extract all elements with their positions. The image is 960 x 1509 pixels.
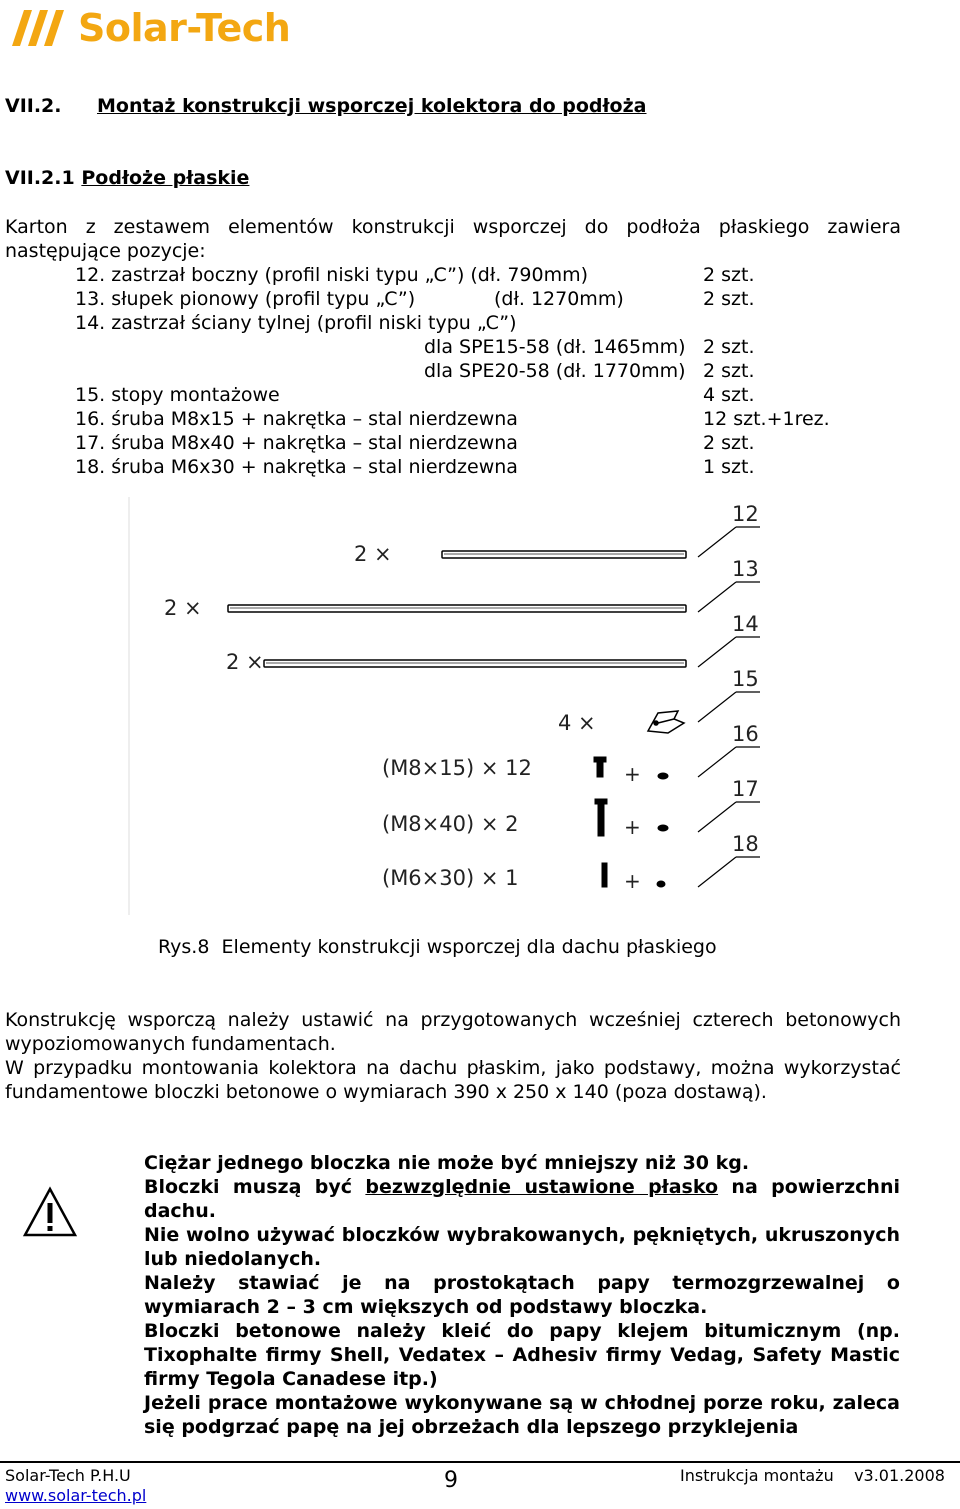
- count-label: 4 ×: [558, 711, 596, 735]
- count-label: 2 ×: [226, 650, 264, 674]
- list-item-qty: 2 szt.: [703, 336, 755, 358]
- list-item: 13. słupek pionowy (profil typu „C”): [75, 288, 416, 310]
- list-item: 15. stopy montażowe: [75, 384, 280, 406]
- list-item: 14. zastrzał ściany tylnej (profil niski typu „C”): [75, 312, 517, 334]
- footer-company: [5, 1466, 146, 1506]
- list-item: 12. zastrzał boczny (profil niski typu „C”) (dł. 790mm): [75, 264, 589, 286]
- list-item: 18. śruba M6x30 + nakrętka – stal nierdzewna: [75, 456, 518, 478]
- page-number: 9: [444, 1468, 458, 1493]
- callout-label: 15: [732, 667, 759, 691]
- subsection-title: Podłoże płaskie: [81, 167, 250, 189]
- nut-icon: [657, 881, 665, 887]
- warning-line: Nie wolno używać bloczków wybrakowanych, pękniętych, ukruszonych lub niedolanych.: [144, 1224, 900, 1270]
- logo-stripes-icon: [10, 8, 70, 48]
- section-title: Montaż konstrukcji wsporczej kolektora do podłoża: [97, 95, 647, 117]
- list-item-qty: 1 szt.: [703, 456, 755, 478]
- list-item: 16. śruba M8x15 + nakrętka – stal nierdzewna: [75, 408, 518, 430]
- count-label: (M8×15) × 12: [382, 756, 532, 780]
- warning-line: Jeżeli prace montażowe wykonywane są w chłodnej porze roku, zaleca się podgrzać papę na jej obrzeżach dla lepszego przyklejenia: [144, 1392, 900, 1438]
- nut-icon: [658, 773, 668, 779]
- logo-text: Solar-Tech: [78, 6, 291, 50]
- plus-sign: +: [624, 762, 641, 786]
- list-item-qty: 2 szt.: [703, 360, 755, 382]
- footer-divider: [0, 1461, 960, 1463]
- list-item: 17. śruba M8x40 + nakrętka – stal nierdzewna: [75, 432, 518, 454]
- callout-label: 14: [732, 612, 759, 636]
- bolt-m6x30-icon: [602, 863, 607, 887]
- company-name: Solar-Tech P.H.U: [5, 1466, 131, 1485]
- list-item-length: (dł. 1270mm): [494, 288, 624, 310]
- callout-label: 17: [732, 777, 759, 801]
- list-item-variant: dla SPE15-58 (dł. 1465mm): [424, 336, 686, 358]
- callout-label: 12: [732, 502, 759, 526]
- section-number: VII.2.: [5, 95, 62, 117]
- callout-label: 18: [732, 832, 759, 856]
- warning-line: Należy stawiać je na prostokątach papy termozgrzewalnej o wymiarach 2 – 3 cm większych od podstawy bloczka.: [144, 1272, 900, 1318]
- callout-label: 13: [732, 557, 759, 581]
- paragraph-foundations: Konstrukcję wsporczą należy ustawić na przygotowanych wcześniej czterech betonowych wypoziomowanych fundamentach.: [5, 1009, 901, 1055]
- caption-label: Rys.8: [158, 936, 210, 958]
- callout-label: 16: [732, 722, 759, 746]
- count-label: 2 ×: [164, 596, 202, 620]
- document-version: v3.01.2008: [854, 1466, 945, 1485]
- list-item-variant: dla SPE20-58 (dł. 1770mm): [424, 360, 686, 382]
- warning-line: Ciężar jednego bloczka nie może być mniejszy niż 30 kg.: [144, 1152, 750, 1174]
- list-item-qty: 4 szt.: [703, 384, 755, 406]
- count-label: (M6×30) × 1: [382, 866, 519, 890]
- warning-line: Bloczki muszą być bezwzględnie ustawione płasko na powierzchni dachu.: [144, 1176, 900, 1222]
- list-item-qty: 2 szt.: [703, 264, 755, 286]
- warning-triangle-icon: [22, 1185, 78, 1239]
- nut-icon: [658, 825, 668, 831]
- intro-paragraph: Karton z zestawem elementów konstrukcji wsporczej do podłoża płaskiego zawiera następujące pozycje:: [5, 216, 901, 262]
- plus-sign: +: [624, 869, 641, 893]
- paragraph-blocks: W przypadku montowania kolektora na dachu płaskim, jako podstawy, można wykorzystać fundamentowe bloczki betonowe o wymiarach 390 x 250 x 140 (poza dostawą).: [5, 1057, 901, 1103]
- count-label: 2 ×: [354, 542, 392, 566]
- caption-text: Elementy konstrukcji wsporczej dla dachu płaskiego: [221, 936, 717, 958]
- company-website-link[interactable]: www.solar-tech.pl: [5, 1486, 147, 1505]
- parts-drawing: [128, 497, 790, 915]
- bolt-m8x40-icon: [598, 802, 604, 836]
- plus-sign: +: [624, 815, 641, 839]
- footer-document: [680, 1466, 945, 1485]
- subsection-heading: [5, 167, 249, 189]
- document-title: Instrukcja montażu: [680, 1466, 834, 1485]
- mounting-foot-icon: [648, 711, 684, 733]
- warning-text: [144, 1151, 900, 1439]
- count-label: (M8×40) × 2: [382, 812, 519, 836]
- list-item-qty: 2 szt.: [703, 288, 755, 310]
- list-item-qty: 2 szt.: [703, 432, 755, 454]
- emphasis-underlined: bezwzględnie ustawione płasko: [365, 1176, 719, 1198]
- list-item-qty: 12 szt.+1rez.: [703, 408, 830, 430]
- subsection-number: VII.2.1: [5, 167, 75, 189]
- warning-line: Bloczki betonowe należy kleić do papy klejem bitumicznym (np. Tixophalte firmy Shell, Vedatex – Adhesiv firmy Vedag, Safety Mastic firmy Tegola Canadese itp.): [144, 1320, 900, 1390]
- figure-caption: [158, 936, 717, 958]
- section-heading: [5, 95, 647, 117]
- parts-figure: [128, 497, 790, 915]
- company-logo: [10, 6, 290, 50]
